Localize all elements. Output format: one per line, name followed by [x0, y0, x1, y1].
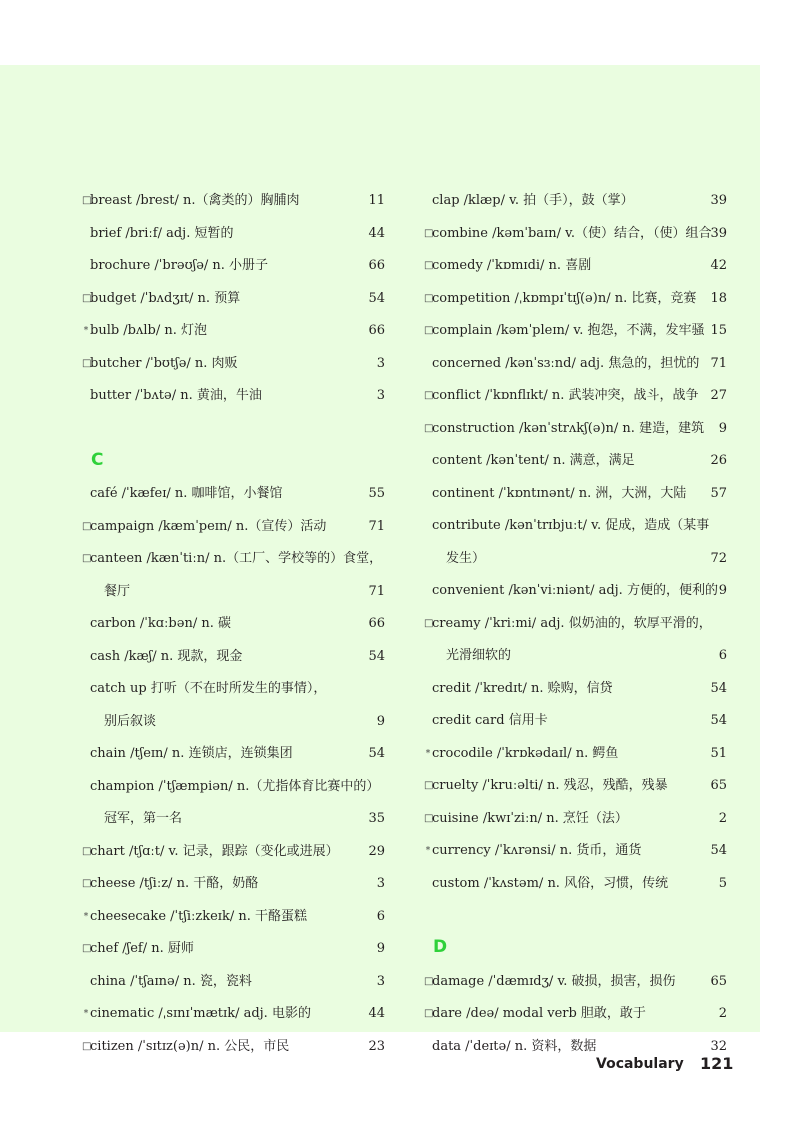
asterisk-marker: *	[83, 911, 89, 922]
vocabulary-entry	[424, 413, 727, 446]
entry-page-number: 57	[710, 485, 727, 501]
entry-page-number: 35	[368, 811, 385, 826]
section-letter: D	[433, 937, 448, 957]
vocabulary-entry	[82, 478, 385, 511]
vocabulary-entry	[424, 445, 727, 478]
section-heading-row	[424, 933, 727, 966]
entry-text: cuisine /kwɪˈziːn/ n. 烹饪（法）	[432, 810, 628, 826]
vocabulary-entry	[424, 998, 727, 1031]
vocabulary-entry	[82, 1031, 385, 1064]
entry-page-number: 3	[376, 973, 385, 989]
entry-text: brochure /ˈbrəʊʃə/ n. 小册子	[90, 258, 269, 273]
footer-title: Vocabulary	[596, 1056, 684, 1072]
entry-text: clap /klæp/ v. 拍（手），鼓（掌）	[432, 193, 634, 208]
entry-page-number: 71	[710, 355, 727, 371]
entry-continuation	[424, 543, 727, 576]
entry-text: continent /ˈkɒntɪnənt/ n. 洲，大洲，大陆	[432, 485, 687, 501]
entry-page-number: 44	[368, 1006, 385, 1021]
vocabulary-entry	[82, 901, 385, 934]
entry-text: data /ˈdeɪtə/ n. 资料，数据	[432, 1038, 597, 1054]
vocabulary-panel	[0, 65, 760, 1054]
vocabulary-entry	[424, 738, 727, 771]
vocabulary-entry	[424, 966, 727, 999]
entry-text: competition /ˌkɒmpɪˈtɪʃ(ə)n/ n. 比赛，竞赛	[432, 290, 697, 306]
asterisk-marker: *	[83, 326, 89, 336]
vocabulary-entry	[82, 250, 385, 283]
entry-page-number: 29	[368, 843, 385, 859]
entry-text: cash /kæʃ/ n. 现款，现金	[90, 648, 243, 664]
entry-text: china /ˈtʃaɪnə/ n. 瓷，瓷料	[90, 973, 252, 989]
entry-page-number: 6	[376, 908, 385, 924]
entry-text: credit /ˈkredɪt/ n. 赊购，信贷	[432, 680, 613, 696]
vocabulary-entry	[424, 705, 727, 738]
vocabulary-entry	[82, 641, 385, 674]
vocabulary-entry	[82, 673, 385, 706]
checkbox-marker: □	[82, 357, 92, 369]
vocabulary-entry	[424, 575, 727, 608]
entry-page-number: 54	[710, 713, 727, 728]
entry-continuation	[82, 803, 385, 836]
checkbox-marker: □	[424, 780, 434, 791]
vocabulary-entry	[424, 835, 727, 868]
vocabulary-entry	[424, 803, 727, 836]
entry-page-number: 26	[710, 453, 727, 468]
entry-page-number: 72	[710, 550, 727, 566]
page-number: 121	[700, 1054, 734, 1073]
checkbox-marker: □	[424, 1008, 434, 1019]
entry-page-number: 42	[710, 258, 727, 273]
vocabulary-entry	[82, 738, 385, 771]
vocabulary-entry	[424, 218, 727, 251]
entry-page-number: 54	[710, 843, 727, 858]
entry-page-number: 6	[718, 648, 727, 663]
entry-page-number: 3	[376, 876, 385, 891]
entry-text: 光滑细软的	[446, 648, 512, 663]
checkbox-marker: □	[424, 260, 434, 271]
vocabulary-column-left	[82, 185, 385, 1063]
vocabulary-entry	[82, 543, 385, 576]
entry-text: cinematic /ˌsɪnɪˈmætɪk/ adj. 电影的	[90, 1006, 311, 1021]
entry-page-number: 54	[710, 680, 727, 696]
entry-text: complain /kəmˈpleɪn/ v. 抱怨，不满，发牢骚	[432, 323, 705, 338]
asterisk-marker: *	[425, 846, 431, 856]
entry-text: carbon /ˈkɑːbən/ n. 碳	[90, 616, 231, 631]
vocabulary-entry	[82, 998, 385, 1031]
vocabulary-entry	[424, 770, 727, 803]
entry-text: butter /ˈbʌtə/ n. 黄油，牛油	[90, 388, 262, 403]
entry-page-number: 39	[710, 225, 727, 241]
entry-text: chef /ʃef/ n. 厨师	[90, 941, 194, 956]
entry-page-number: 66	[368, 258, 385, 273]
entry-text: credit card 信用卡	[432, 713, 548, 728]
vocabulary-entry	[424, 380, 727, 413]
vocabulary-entry	[424, 673, 727, 706]
vocabulary-entry	[424, 315, 727, 348]
vocabulary-entry	[82, 348, 385, 381]
entry-page-number: 23	[368, 1038, 385, 1054]
entry-text: concerned /kənˈsɜːnd/ adj. 焦急的，担忧的	[432, 355, 700, 371]
entry-text: champion /ˈtʃæmpiən/ n.（尤指体育比赛中的）	[90, 778, 380, 794]
checkbox-marker: □	[424, 975, 434, 987]
entry-page-number: 15	[710, 323, 727, 338]
checkbox-marker: □	[424, 390, 434, 401]
entry-text: bulb /bʌlb/ n. 灯泡	[90, 323, 207, 338]
vocabulary-entry	[82, 836, 385, 869]
entry-page-number: 39	[710, 193, 727, 208]
entry-page-number: 5	[718, 875, 727, 891]
vocabulary-entry	[424, 348, 727, 381]
checkbox-marker: □	[424, 812, 434, 824]
entry-text: crocodile /ˈkrɒkədaɪl/ n. 鳄鱼	[432, 745, 619, 761]
entry-text: café /ˈkæfeɪ/ n. 咖啡馆，小餐馆	[90, 486, 283, 501]
checkbox-marker: □	[424, 227, 434, 239]
vocabulary-entry	[82, 283, 385, 316]
entry-text: cheese /tʃiːz/ n. 干酪，奶酪	[90, 876, 259, 891]
entry-text: content /kənˈtent/ n. 满意，满足	[432, 453, 635, 468]
entry-page-number: 3	[376, 388, 385, 403]
entry-page-number: 11	[368, 193, 385, 208]
entry-page-number: 2	[718, 1006, 727, 1021]
vocabulary-entry	[424, 478, 727, 511]
entry-page-number: 3	[376, 355, 385, 371]
vocabulary-entry	[82, 933, 385, 966]
entry-text: currency /ˈkʌrənsi/ n. 货币，通货	[432, 843, 642, 858]
checkbox-marker: □	[424, 617, 434, 629]
entry-page-number: 71	[368, 583, 385, 599]
entry-continuation	[424, 640, 727, 673]
checkbox-marker: □	[82, 520, 92, 532]
entry-page-number: 2	[718, 810, 727, 826]
entry-page-number: 44	[368, 225, 385, 241]
vocabulary-entry	[82, 218, 385, 251]
entry-text: citizen /ˈsɪtɪz(ə)n/ n. 公民，市民	[90, 1038, 290, 1054]
entry-text: comedy /ˈkɒmɪdi/ n. 喜剧	[432, 258, 592, 273]
vocabulary-entry	[82, 868, 385, 901]
checkbox-marker: □	[82, 553, 92, 564]
entry-page-number: 54	[368, 746, 385, 761]
entry-continuation	[82, 576, 385, 609]
checkbox-marker: □	[82, 1040, 92, 1052]
checkbox-marker: □	[82, 845, 92, 857]
entry-page-number: 9	[376, 941, 385, 956]
entry-text: contribute /kənˈtrɪbjuːt/ v. 促成，造成（某事	[432, 518, 710, 533]
checkbox-marker: □	[424, 292, 434, 304]
section-letter: C	[91, 449, 104, 470]
entry-text: catch up 打听（不在时所发生的事情），	[90, 681, 327, 696]
checkbox-marker: □	[424, 325, 434, 336]
checkbox-marker: □	[82, 292, 92, 304]
entry-page-number: 65	[710, 778, 727, 793]
entry-page-number: 18	[710, 290, 727, 306]
entry-page-number: 66	[368, 616, 385, 631]
entry-text: chart /tʃɑːt/ v. 记录，跟踪（变化或进展）	[90, 843, 339, 859]
entry-text: combine /kəmˈbaɪn/ v.（使）结合，（使）组合	[432, 225, 712, 241]
entry-page-number: 9	[718, 420, 727, 436]
entry-text: 冠军，第一名	[104, 811, 183, 826]
entry-page-number: 71	[368, 518, 385, 534]
entry-text: breast /brest/ n.（禽类的）胸脯肉	[90, 193, 300, 208]
asterisk-marker: *	[83, 1009, 89, 1019]
entry-text: brief /briːf/ adj. 短暂的	[90, 225, 234, 241]
entry-page-number: 54	[368, 290, 385, 306]
entry-page-number: 32	[710, 1038, 727, 1054]
vocabulary-entry	[82, 608, 385, 641]
vocabulary-entry	[82, 315, 385, 348]
entry-page-number: 65	[710, 973, 727, 989]
entry-page-number: 51	[710, 745, 727, 761]
entry-page-number: 66	[368, 323, 385, 338]
entry-text: canteen /kænˈtiːn/ n.（工厂、学校等的）食堂，	[90, 551, 383, 566]
entry-text: 发生）	[446, 550, 486, 566]
entry-continuation	[82, 706, 385, 739]
checkbox-marker: □	[424, 422, 434, 434]
checkbox-marker: □	[82, 943, 92, 954]
checkbox-marker: □	[82, 878, 92, 889]
entry-page-number: 9	[376, 713, 385, 729]
vocabulary-entry	[82, 511, 385, 544]
vocabulary-entry	[82, 380, 385, 413]
vocabulary-entry	[424, 185, 727, 218]
vocabulary-entry	[82, 966, 385, 999]
entry-text: chain /tʃeɪn/ n. 连锁店，连锁集团	[90, 746, 293, 761]
entry-text: cruelty /ˈkruːəlti/ n. 残忍，残酷，残暴	[432, 778, 668, 793]
vocabulary-entry	[424, 510, 727, 543]
vocabulary-entry	[424, 250, 727, 283]
entry-text: campaign /kæmˈpeɪn/ n.（宣传）活动	[90, 518, 327, 534]
entry-text: custom /ˈkʌstəm/ n. 风俗，习惯，传统	[432, 875, 669, 891]
entry-text: cheesecake /ˈtʃiːzkeɪk/ n. 干酪蛋糕	[90, 908, 307, 924]
vocabulary-entry	[424, 283, 727, 316]
entry-text: construction /kənˈstrʌkʃ(ə)n/ n. 建造，建筑	[432, 420, 705, 436]
entry-text: damage /ˈdæmɪdʒ/ v. 破损，损害，损伤	[432, 973, 676, 989]
vocabulary-entry	[424, 608, 727, 641]
section-spacer	[82, 413, 385, 446]
entry-text: creamy /ˈkriːmi/ adj. 似奶油的，软厚平滑的，	[432, 615, 712, 631]
section-heading-row	[82, 446, 385, 479]
entry-text: convenient /kənˈviːniənt/ adj. 方便的，便利的	[432, 583, 718, 598]
entry-page-number: 54	[368, 648, 385, 664]
vocabulary-entry	[424, 868, 727, 901]
entry-text: dare /deə/ modal verb 胆敢，敢于	[432, 1006, 646, 1021]
asterisk-marker: *	[425, 748, 431, 759]
entry-page-number: 9	[718, 583, 727, 598]
vocabulary-entry	[82, 771, 385, 804]
section-spacer	[424, 900, 727, 933]
checkbox-marker: □	[82, 195, 92, 206]
entry-text: budget /ˈbʌdʒɪt/ n. 预算	[90, 290, 241, 306]
entry-page-number: 27	[710, 388, 727, 403]
entry-text: 餐厅	[104, 583, 131, 599]
vocabulary-entry	[82, 185, 385, 218]
entry-text: butcher /ˈbʊtʃə/ n. 肉贩	[90, 355, 238, 371]
entry-text: 别后叙谈	[104, 713, 157, 729]
entry-text: conflict /ˈkɒnflɪkt/ n. 武装冲突，战斗，战争	[432, 388, 699, 403]
entry-page-number: 55	[368, 486, 385, 501]
vocabulary-column-right	[424, 185, 727, 1063]
